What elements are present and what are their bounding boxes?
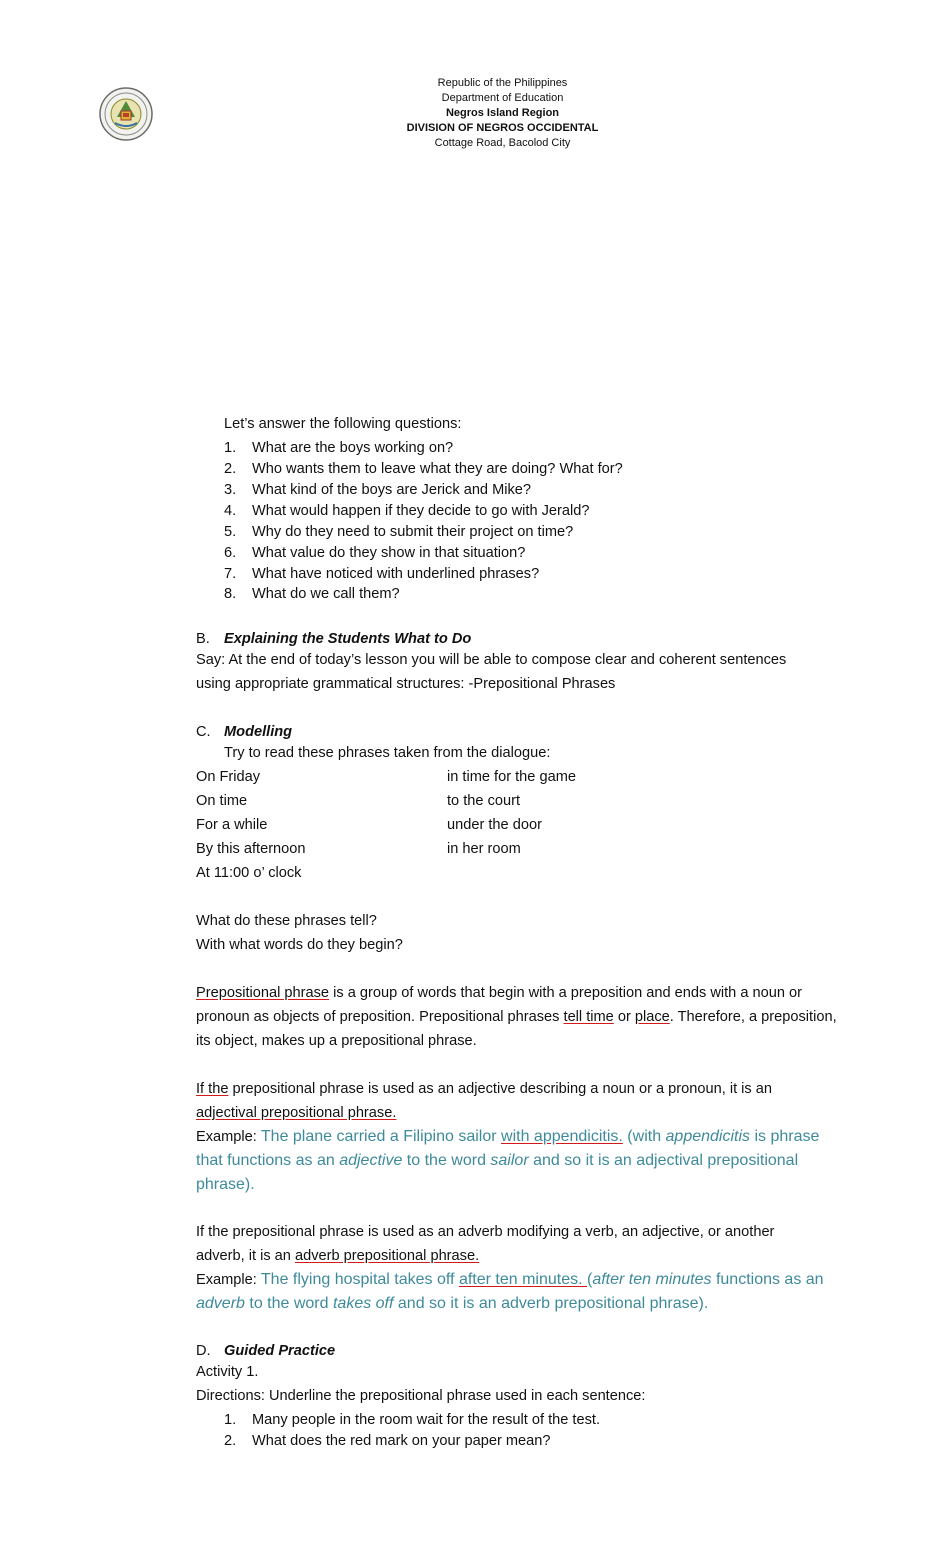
header-department: Department of Education [441,92,564,104]
list-item: 7. What have noticed with underlined phrases? [224,566,540,582]
adverb-example: Example: The flying hospital takes off after ten minutes. (after ten minutes functions as an adverb to the word takes off and so it is an adverb prepositional phrase). [196,1271,824,1312]
adverb-line2: adverb, it is an adverb prepositional phrase. [196,1248,480,1264]
header-region: Negros Island Region [445,107,560,119]
section-b-line1: Say: At the end of today’s lesson you will be able to compose clear and coherent sentences [196,652,787,668]
phrase-left: On Friday [196,769,261,785]
phrase-left: On time [196,793,248,809]
section-c-heading: C. Modelling [196,724,293,740]
adjectival-line1: If the prepositional phrase is used as an adjective describing a noun or a pronoun, it is an [196,1081,773,1097]
list-item: 1. Many people in the room wait for the result of the test. [224,1412,600,1428]
phrase-right: in her room [447,841,521,857]
list-item: 2. What does the red mark on your paper mean? [224,1433,551,1449]
phrase-left: For a while [196,817,268,833]
activity-label: Activity 1. [196,1364,259,1380]
activity-directions: Directions: Underline the prepositional phrase used in each sentence: [196,1388,646,1404]
section-c-question1: What do these phrases tell? [196,913,377,929]
section-b-line2: using appropriate grammatical structures: -Prepositional Phrases [196,676,616,692]
list-item: 3. What kind of the boys are Jerick and Mike? [224,482,532,498]
division-seal-icon [99,87,153,141]
questions-intro: Let’s answer the following questions: [224,416,462,432]
list-item: 6. What value do they show in that situation? [224,545,526,561]
list-item: 8. What do we call them? [224,586,400,602]
section-d-heading: D. Guided Practice [196,1343,336,1359]
phrase-right: under the door [447,817,542,833]
section-c-question2: With what words do they begin? [196,937,403,953]
list-item: 2. Who wants them to leave what they are doing? What for? [224,461,623,477]
adjectival-example: Example: The plane carried a Filipino sailor with appendicitis. (with appendicitis is phrase that functions as an adjective to the word sailor and so it is an adjectival prepositional phrase). [196,1128,820,1193]
definition-paragraph: Prepositional phrase is a group of words that begin with a preposition and ends with a noun or pronoun as objects of preposition. Prepositional phrases tell time or place. Therefore, a preposition, its object, makes up a prepositional phrase. [196,985,837,1049]
adjectival-term: adjectival prepositional phrase. [196,1105,397,1121]
letterhead [310,76,695,151]
section-c-intro: Try to read these phrases taken from the dialogue: [224,745,551,761]
phrase-right: in time for the game [447,769,576,785]
header-address: Cottage Road, Bacolod City [434,137,571,149]
adverb-line1: If the prepositional phrase is used as an adverb modifying a verb, an adjective, or another [196,1224,775,1240]
header-division: DIVISION OF NEGROS OCCIDENTAL [406,122,599,134]
phrase-left: At 11:00 o’ clock [196,865,302,881]
header-republic: Republic of the Philippines [437,77,568,89]
phrase-right: to the court [447,793,521,809]
phrase-left: By this afternoon [196,841,306,857]
list-item: 1. What are the boys working on? [224,440,454,456]
section-b-heading: B. Explaining the Students What to Do [196,631,472,647]
list-item: 4. What would happen if they decide to go with Jerald? [224,503,590,519]
list-item: 5. Why do they need to submit their project on time? [224,524,574,540]
